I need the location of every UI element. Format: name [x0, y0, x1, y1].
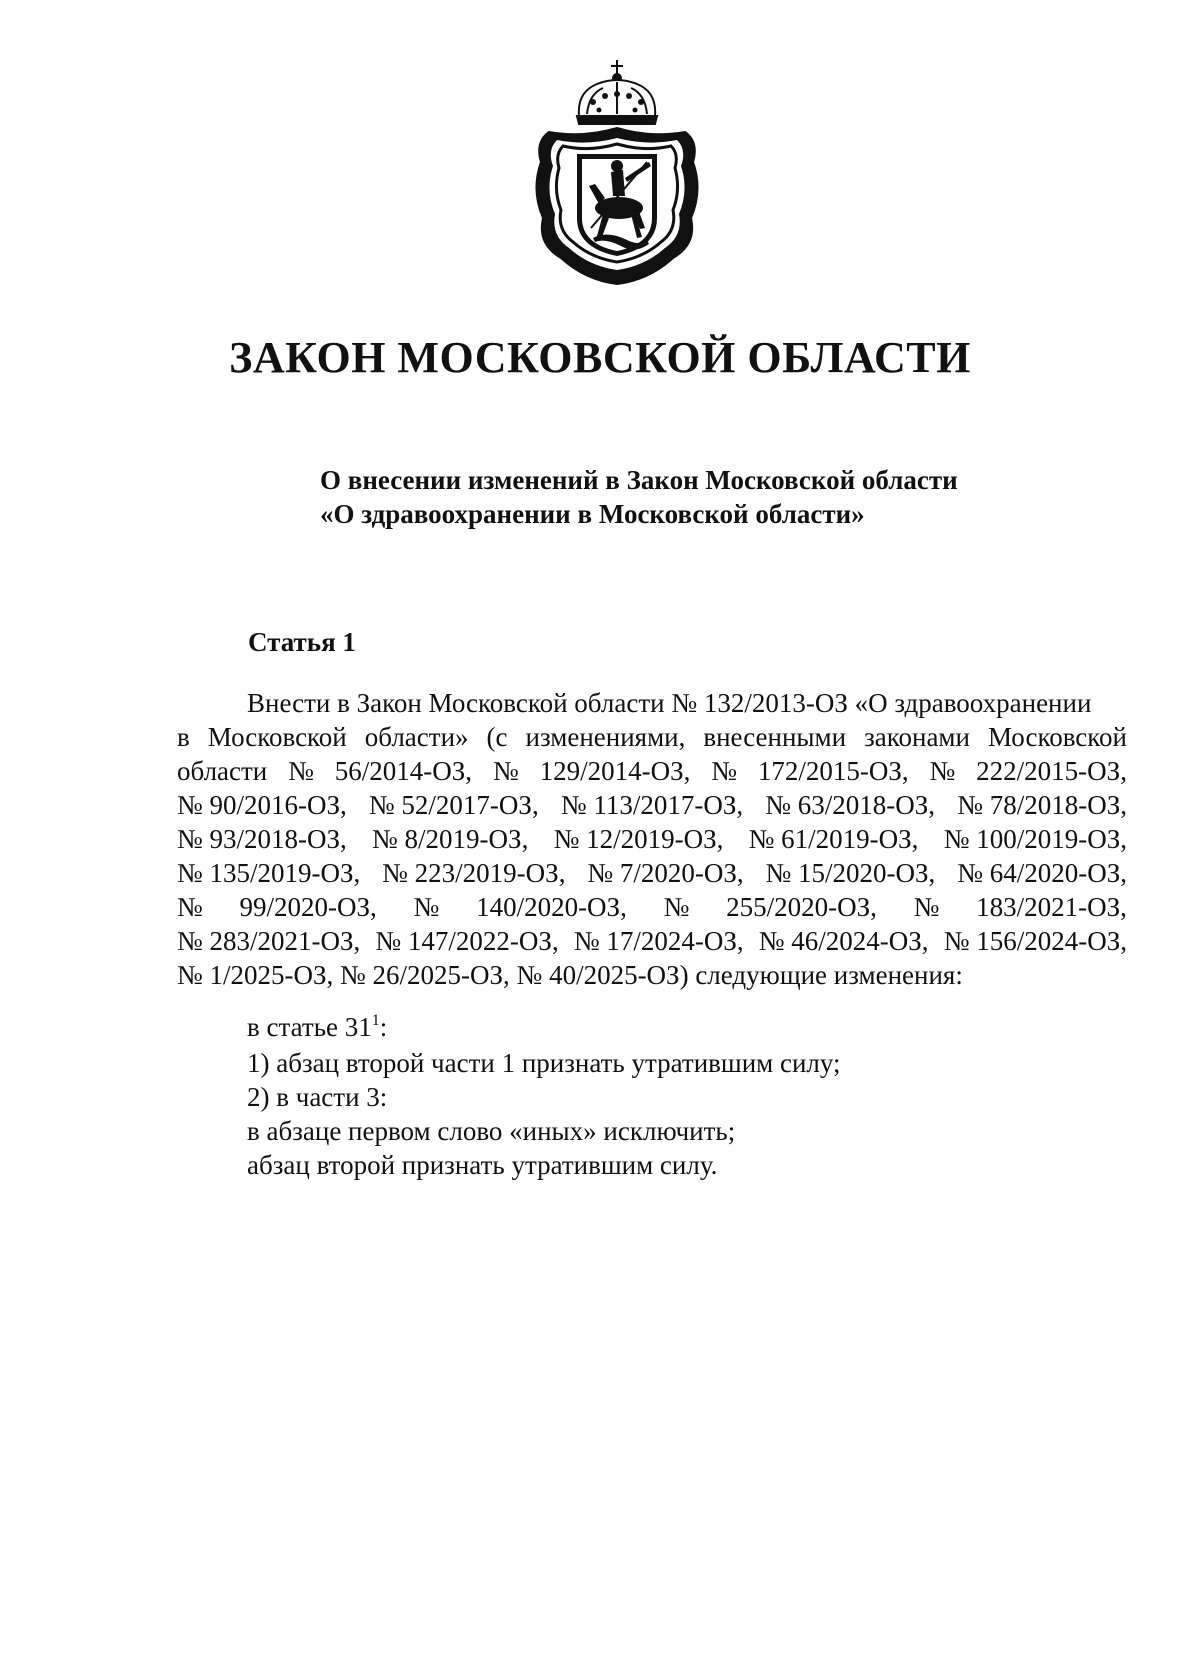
body-text-segment: №: [711, 756, 737, 786]
body-text-segment: № 100/2019-ОЗ,: [943, 824, 1127, 854]
body-text-segment: № 8/2019-ОЗ,: [372, 824, 529, 854]
body-text-segment: № 78/2018-ОЗ,: [957, 790, 1127, 820]
body-text-segment: Московской: [987, 722, 1127, 752]
body-line: [177, 890, 1127, 924]
article-body: [177, 686, 1127, 992]
body-text-segment: Московской: [207, 722, 347, 752]
change-item: абзац второй признать утратившим силу.: [247, 1150, 718, 1180]
body-text-segment: Внести в Закон Московской области № 132/2013-ОЗ «О здравоохранении: [247, 688, 1092, 718]
body-text-segment: № 7/2020-ОЗ,: [587, 858, 744, 888]
change-intro-text: в статье 31: [247, 1012, 372, 1042]
body-line: [177, 720, 1127, 754]
body-text-segment: №: [663, 892, 690, 922]
body-text-segment: № 12/2019-ОЗ,: [553, 824, 724, 854]
change-intro: [247, 1010, 1127, 1044]
body-text-segment: в: [177, 722, 190, 752]
law-title: ЗАКОН МОСКОВСКОЙ ОБЛАСТИ: [229, 333, 971, 382]
body-text-segment: №: [177, 892, 203, 922]
body-text-segment: 172/2015-ОЗ,: [757, 756, 909, 786]
body-line: [177, 924, 1127, 958]
body-text-segment: области: [177, 756, 268, 786]
body-text-segment: изменениями,: [525, 722, 686, 752]
body-text-segment: № 156/2024-ОЗ,: [943, 926, 1127, 956]
subject-line: «О здравоохранении в Московской области»: [320, 499, 865, 529]
body-text-segment: внесенными: [703, 722, 847, 752]
body-text-segment: законами: [864, 722, 970, 752]
body-text-segment: 129/2014-ОЗ,: [539, 756, 691, 786]
subject-line: О внесении изменений в Закон Московской области: [320, 465, 958, 495]
law-subject: [320, 463, 1080, 531]
body-text-segment: № 147/2022-ОЗ,: [375, 926, 559, 956]
body-text-segment: № 283/2021-ОЗ,: [177, 926, 361, 956]
change-item: в абзаце первом слово «иных» исключить;: [247, 1116, 736, 1146]
body-text-segment: № 46/2024-ОЗ,: [758, 926, 929, 956]
change-intro-superscript: 1: [371, 1012, 380, 1029]
body-text-segment: 99/2020-ОЗ,: [239, 892, 377, 922]
body-text-segment: № 15/2020-ОЗ,: [765, 858, 936, 888]
body-text-segment: № 135/2019-ОЗ,: [177, 858, 361, 888]
change-intro-suffix: :: [379, 1012, 388, 1042]
body-text-segment: 56/2014-ОЗ,: [334, 756, 473, 786]
body-text-segment: 255/2020-ОЗ,: [726, 892, 877, 922]
body-line: [177, 822, 1127, 856]
body-text-segment: № 61/2019-ОЗ,: [748, 824, 919, 854]
body-line: [177, 788, 1127, 822]
body-text-segment: № 93/2018-ОЗ,: [177, 824, 347, 854]
body-text-segment: № 52/2017-ОЗ,: [368, 790, 539, 820]
change-item: 2) в части 3:: [247, 1082, 388, 1112]
body-text-segment: (с: [486, 722, 508, 752]
body-text-segment: № 113/2017-ОЗ,: [560, 790, 744, 820]
change-item: 1) абзац второй части 1 признать утратившим силу;: [247, 1048, 841, 1078]
body-line: [177, 958, 1127, 992]
body-text-segment: №: [929, 756, 956, 786]
body-text-segment: №: [288, 756, 314, 786]
body-text-segment: № 17/2024-ОЗ,: [573, 926, 744, 956]
body-text-segment: 140/2020-ОЗ,: [476, 892, 627, 922]
article-heading: Статья 1: [248, 627, 356, 657]
body-text-segment: №: [913, 892, 940, 922]
body-text-segment: 222/2015-ОЗ,: [976, 756, 1127, 786]
body-text-segment: № 90/2016-ОЗ,: [177, 790, 347, 820]
body-text-segment: № 64/2020-ОЗ,: [957, 858, 1127, 888]
body-text-segment: №: [413, 892, 440, 922]
body-text-segment: № 63/2018-ОЗ,: [765, 790, 936, 820]
changes-list: [247, 1010, 1127, 1182]
body-line: [177, 754, 1127, 788]
body-text-segment: области»: [364, 722, 469, 752]
coat-of-arms-emblem: [527, 58, 707, 286]
body-line: [177, 856, 1127, 890]
body-text-segment: № 1/2025-ОЗ, № 26/2025-ОЗ, № 40/2025-ОЗ) следующие изменения:: [177, 960, 963, 990]
body-text-segment: 183/2021-ОЗ,: [976, 892, 1127, 922]
body-line: [177, 686, 1127, 720]
body-text-segment: № 223/2019-ОЗ,: [382, 858, 566, 888]
body-text-segment: №: [492, 756, 519, 786]
